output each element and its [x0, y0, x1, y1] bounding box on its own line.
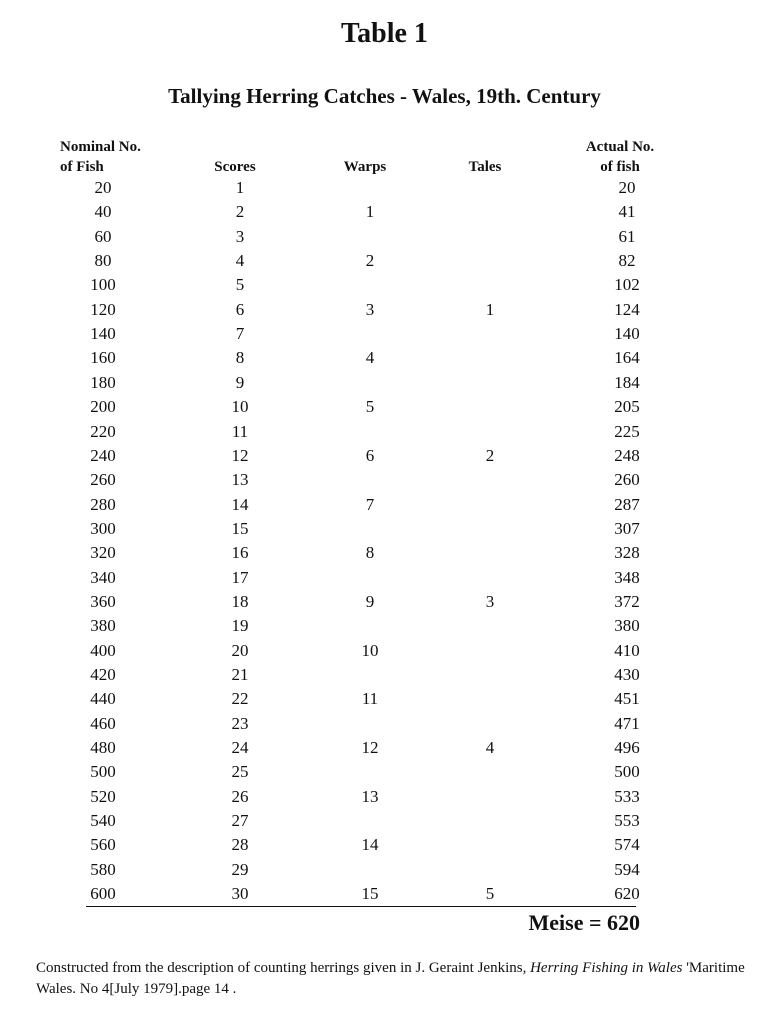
cell-actual: 205	[614, 397, 640, 417]
cell-nominal: 100	[90, 275, 116, 295]
cell-warps: 11	[361, 689, 379, 709]
cell-warps: 12	[361, 738, 379, 758]
cell-actual: 82	[618, 251, 636, 271]
cell-actual: 20	[618, 178, 636, 197]
cell-scores: 28	[231, 835, 249, 855]
cell-scores: 22	[231, 689, 249, 709]
cell-scores: 29	[231, 859, 249, 879]
cell-nominal: 520	[90, 786, 116, 806]
cell-actual: 140	[614, 324, 640, 344]
cell-warps: 1	[365, 202, 375, 222]
cell-warps: 10	[361, 640, 379, 660]
cell-actual: 451	[614, 689, 640, 709]
cell-nominal: 80	[94, 251, 112, 271]
cell-actual: 225	[614, 421, 640, 441]
cell-scores: 21	[231, 665, 249, 684]
cell-nominal: 360	[90, 591, 116, 611]
cell-actual: 533	[614, 786, 640, 806]
cell-nominal: 600	[90, 884, 116, 904]
cell-nominal: 20	[94, 178, 112, 197]
cell-scores: 23	[231, 713, 249, 733]
cell-actual: 307	[614, 518, 640, 538]
cell-nominal: 340	[90, 567, 116, 587]
cell-actual: 184	[614, 372, 640, 392]
cell-warps: 5	[365, 397, 375, 417]
cell-nominal: 560	[90, 835, 116, 855]
cell-scores: 6	[235, 299, 245, 319]
cell-scores: 7	[235, 324, 245, 344]
cell-nominal: 280	[90, 494, 116, 514]
cell-actual: 574	[614, 835, 640, 855]
cell-scores: 26	[231, 786, 249, 806]
cell-warps: 9	[365, 591, 375, 611]
cell-actual: 471	[614, 713, 640, 733]
cell-scores: 8	[235, 348, 245, 368]
cell-actual: 620	[614, 884, 640, 904]
meise-total: Meise = 620	[528, 910, 640, 935]
cell-actual: 124	[614, 299, 640, 319]
cell-actual: 61	[618, 226, 636, 246]
cell-actual: 594	[614, 859, 640, 879]
cell-warps: 7	[365, 494, 375, 514]
cell-nominal: 540	[90, 811, 116, 831]
cell-nominal: 180	[90, 372, 116, 392]
header-nominal-line1: Nominal No.	[60, 139, 141, 155]
cell-nominal: 440	[90, 689, 116, 709]
cell-nominal: 160	[90, 348, 116, 368]
cell-warps: 15	[361, 884, 379, 904]
cell-nominal: 200	[90, 397, 116, 417]
cell-actual: 260	[614, 470, 640, 490]
cell-nominal: 320	[90, 543, 116, 563]
cell-scores: 17	[231, 567, 249, 587]
cell-actual: 372	[614, 591, 640, 611]
footnote-suffix: 'Maritime Wales. No 4[July 1979].page 14 .	[36, 960, 745, 997]
cell-actual: 164	[614, 348, 640, 368]
cell-nominal: 300	[90, 518, 116, 538]
cell-scores: 10	[231, 397, 249, 417]
cell-nominal: 220	[90, 421, 116, 441]
cell-scores: 19	[231, 616, 249, 636]
cell-actual: 41	[618, 202, 636, 222]
header-actual-line2: of fish	[600, 159, 640, 175]
cell-scores: 5	[235, 275, 245, 295]
cell-nominal: 40	[94, 202, 112, 222]
cell-scores: 18	[231, 591, 249, 611]
cell-scores: 4	[235, 251, 245, 271]
source-footnote	[36, 958, 746, 1000]
cell-actual: 348	[614, 567, 640, 587]
cell-actual: 380	[614, 616, 640, 636]
cell-scores: 1	[235, 178, 245, 197]
header-warps: Warps	[343, 159, 387, 175]
cell-tales: 2	[485, 445, 495, 465]
cell-actual: 430	[614, 665, 640, 684]
cell-tales: 3	[485, 591, 495, 611]
cell-actual: 553	[614, 811, 640, 831]
cell-actual: 102	[614, 275, 640, 295]
header-actual-line1: Actual No.	[585, 139, 655, 155]
cell-scores: 12	[231, 445, 249, 465]
cell-nominal: 580	[90, 859, 116, 879]
footnote-prefix: Constructed from the description of counting herrings given in J. Geraint Jenkins,	[36, 960, 531, 976]
cell-scores: 2	[235, 202, 245, 222]
cell-actual: 328	[614, 543, 640, 563]
cell-warps: 14	[361, 835, 379, 855]
cell-scores: 14	[231, 494, 249, 514]
cell-warps: 4	[365, 348, 375, 368]
cell-tales: 1	[485, 299, 495, 319]
cell-warps: 13	[361, 786, 379, 806]
cell-scores: 24	[231, 738, 249, 758]
header-scores: Scores	[214, 159, 256, 175]
cell-actual: 287	[614, 494, 640, 514]
cell-nominal: 500	[90, 762, 116, 782]
page-subtitle: Tallying Herring Catches - Wales, 19th. Century	[168, 84, 601, 108]
page-title: Table 1	[341, 18, 428, 49]
cell-nominal: 480	[90, 738, 116, 758]
cell-nominal: 60	[94, 226, 112, 246]
cell-tales: 5	[485, 884, 495, 904]
cell-scores: 3	[235, 226, 245, 246]
cell-scores: 11	[231, 421, 249, 441]
cell-tales: 4	[485, 738, 495, 758]
header-tales: Tales	[468, 159, 502, 175]
table-bottom-rule	[86, 906, 636, 907]
cell-scores: 27	[231, 811, 249, 831]
cell-scores: 25	[231, 762, 249, 782]
cell-nominal: 420	[90, 665, 116, 684]
cell-warps: 8	[365, 543, 375, 563]
header-nominal	[60, 137, 170, 177]
cell-scores: 13	[231, 470, 249, 490]
cell-warps: 3	[365, 299, 375, 319]
cell-nominal: 380	[90, 616, 116, 636]
cell-actual: 410	[614, 640, 640, 660]
cell-scores: 20	[231, 640, 249, 660]
cell-actual: 248	[614, 445, 640, 465]
cell-scores: 16	[231, 543, 249, 563]
cell-nominal: 460	[90, 713, 116, 733]
cell-warps: 2	[365, 251, 375, 271]
cell-actual: 496	[614, 738, 640, 758]
cell-warps: 6	[365, 445, 375, 465]
cell-nominal: 400	[90, 640, 116, 660]
cell-nominal: 260	[90, 470, 116, 490]
cell-nominal: 240	[90, 445, 116, 465]
cell-scores: 15	[231, 518, 249, 538]
header-nominal-line2: of Fish	[60, 159, 104, 175]
cell-scores: 30	[231, 884, 249, 904]
cell-nominal: 120	[90, 299, 116, 319]
cell-nominal: 140	[90, 324, 116, 344]
cell-scores: 9	[235, 372, 245, 392]
cell-actual: 500	[614, 762, 640, 782]
footnote-book-title: Herring Fishing in Wales	[530, 960, 683, 976]
header-actual	[570, 137, 670, 177]
